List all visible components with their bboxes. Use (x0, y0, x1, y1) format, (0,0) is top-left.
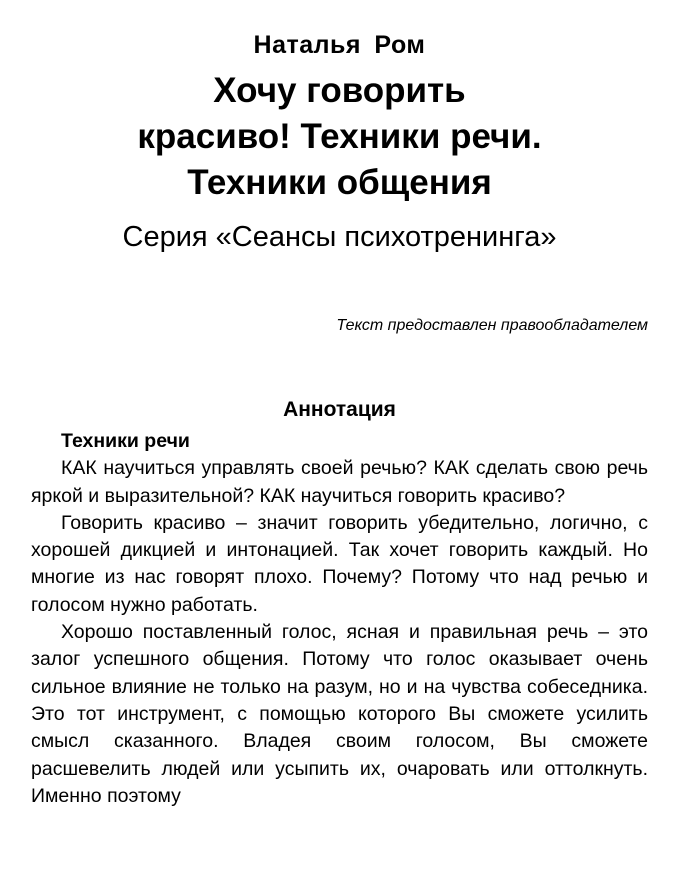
annotation-paragraph: КАК научиться управлять своей речью? КАК сделать свою речь яркой и выразительной? КАК научиться говорить красиво? (31, 457, 648, 507)
book-title-line: Хочу говорить (213, 71, 466, 110)
book-title-line: Техники общения (187, 163, 492, 202)
author-name: Наталья Ром (253, 31, 426, 59)
book-title-line: красиво! Техники речи. (137, 117, 542, 156)
series-name: Серия «Сеансы психотренинга» (122, 221, 557, 253)
annotation-subheading: Техники речи (61, 430, 190, 452)
book-title (0, 68, 679, 206)
annotation-heading: Аннотация (283, 398, 396, 421)
annotation-paragraph: Говорить красиво – значит говорить убедительно, логично, с хорошей дикцией и интонацией. Так хочет говорить каждый. Но многие из нас говорят плохо. Почему? Потому что над речью и голосом нужно работать. (31, 511, 648, 616)
rights-credit: Текст предоставлен правообладателем (336, 317, 648, 334)
annotation-paragraph: Хорошо поставленный голос, ясная и правильная речь – это залог успешного общения. Потому что голос оказывает очень сильное влияние не только на разум, но и на чувства собеседника. Это тот инструмент, с помощью которого Вы сможете усилить смысл сказанного. Владея своим голосом, Вы сможете расшевелить людей или усыпить их, очаровать или оттолкнуть. Именно поэтому (31, 621, 648, 807)
annotation-body (31, 428, 648, 810)
